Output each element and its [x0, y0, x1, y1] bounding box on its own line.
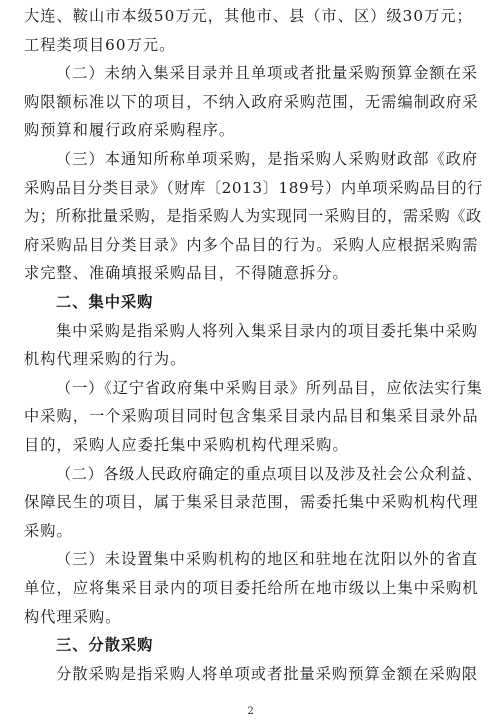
- text-line: （二）未纳入集采目录并且单项或者批量采购预算金额在采: [56, 64, 479, 83]
- text-line: 大连、鞍山市本级50万元，其他市、县（市、区）级30万元；: [24, 7, 473, 25]
- section-heading: 三、分散采购: [56, 636, 154, 655]
- text-line: 单位，应将集采目录内的项目委托给所在地市级以上集中采购机: [24, 579, 479, 597]
- text-line: 保障民生的项目，属于集采目录范围，需委托集中采购机构代理: [24, 493, 479, 512]
- text-line: 工程类项目60万元。: [24, 35, 176, 54]
- text-line: 购限额标准以下的项目，不纳入政府采购范围，无需编制政府采: [24, 92, 479, 111]
- text-line: 为；所称批量采购，是指采购人为实现同一采购目的，需采购《政: [24, 207, 482, 226]
- text-line: 集中采购是指采购人将列入集采目录内的项目委托集中采购: [56, 321, 479, 340]
- text-line: （三）未设置集中采购机构的地区和驻地在沈阳以外的省直: [56, 550, 479, 569]
- text-line: 构代理采购。: [24, 607, 122, 626]
- text-line: 购预算和履行政府采购程序。: [24, 121, 236, 140]
- section-heading: 二、集中采购: [56, 293, 154, 311]
- page-number: 2: [247, 706, 254, 717]
- text-line: 分散采购是指采购人将单项或者批量采购预算金额在采购限: [56, 664, 479, 683]
- text-line: 求完整、准确填报采购品目，不得随意拆分。: [24, 264, 349, 283]
- text-line: 目的，采购人应委托集中采购机构代理采购。: [24, 436, 349, 454]
- text-line: 府采购品目分类目录》内多个品目的行为。采购人应根据采购需: [24, 235, 479, 254]
- text-line: 采购。: [24, 521, 73, 540]
- text-line: 机构代理采购的行为。: [24, 350, 187, 369]
- text-line: （一）《辽宁省政府集中采购目录》所列品目，应依法实行集: [56, 378, 483, 397]
- text-line: （二）各级人民政府确定的重点项目以及涉及社会公众利益、: [56, 464, 483, 483]
- text-line: 中采购，一个采购项目同时包含集采目录内品目和集采目录外品: [24, 407, 479, 426]
- text-line: （三）本通知所称单项采购，是指采购人采购财政部《政府: [56, 150, 479, 168]
- text-line: 采购品目分类目录》（财库〔2013〕189号）内单项采购品目的行: [24, 178, 483, 197]
